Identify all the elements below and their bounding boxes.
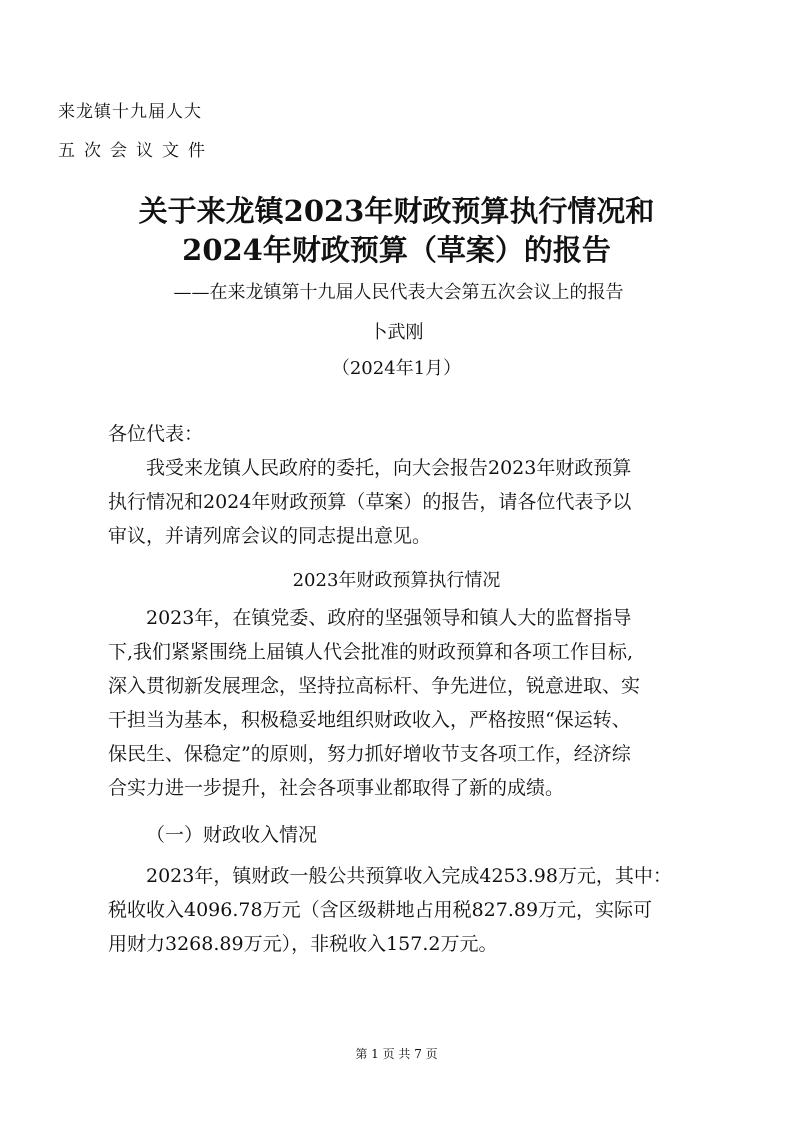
document-date: （2024年1月） <box>331 358 462 379</box>
document-subtitle: ——在来龙镇第十九届人民代表大会第五次会议上的报告 <box>173 282 624 303</box>
paragraph-1 <box>108 601 708 805</box>
author-name: 卜武刚 <box>369 322 424 343</box>
para2-line-2: 税收收入4096.78万元（含区级耕地占用税827.89万元，实际可 <box>108 899 653 921</box>
subsection-heading <box>108 818 708 852</box>
para1-line-5: 保民生、保稳定”的原则，努力抓好增收节支各项工作，经济综 <box>108 743 631 765</box>
document-title-line-1: 关于来龙镇2023年财政预算执行情况和 <box>138 194 655 228</box>
para1-line-4: 干担当为基本，积极稳妥地组织财政收入，严格按照“保运转、 <box>108 709 631 731</box>
para1-line-3: 深入贯彻新发展理念，坚持拉高标杆、争先进位，锐意进取、实 <box>108 675 641 697</box>
paragraph-2 <box>108 859 708 961</box>
para1-line-6: 合实力进一步提升，社会各项事业都取得了新的成绩。 <box>108 777 565 799</box>
intro-line-2: 执行情况和2024年财政预算（草案）的报告，请各位代表予以 <box>108 491 632 513</box>
para2-line-1: 2023年，镇财政一般公共预算收入完成4253.98万元，其中： <box>146 865 672 887</box>
intro-line-3: 审议，并请列席会议的同志提出意见。 <box>108 525 432 547</box>
section-heading: 2023年财政预算执行情况 <box>292 570 501 591</box>
para1-line-2: 下,我们紧紧围绕上届镇人代会批准的财政预算和各项工作目标, <box>108 641 634 663</box>
salutation: 各位代表： <box>108 423 204 445</box>
para2-line-3: 用财力3268.89万元），非税收入157.2万元。 <box>108 933 498 955</box>
para1-line-1: 2023年，在镇党委、政府的坚强领导和镇人大的监督指导 <box>146 607 632 629</box>
page-number-footer: 第 1 页 共 7 页 <box>355 1047 438 1061</box>
document-title-line-2: 2024年财政预算（草案）的报告 <box>182 233 611 267</box>
subsection-1-title: （一）财政收入情况 <box>146 824 318 846</box>
intro-paragraph <box>108 451 708 553</box>
intro-line-1: 我受来龙镇人民政府的委托，向大会报告2023年财政预算 <box>146 457 632 479</box>
header-line-1: 来龙镇十九届人大 <box>58 102 202 122</box>
header-line-2: 五次会议文件 <box>58 141 214 161</box>
